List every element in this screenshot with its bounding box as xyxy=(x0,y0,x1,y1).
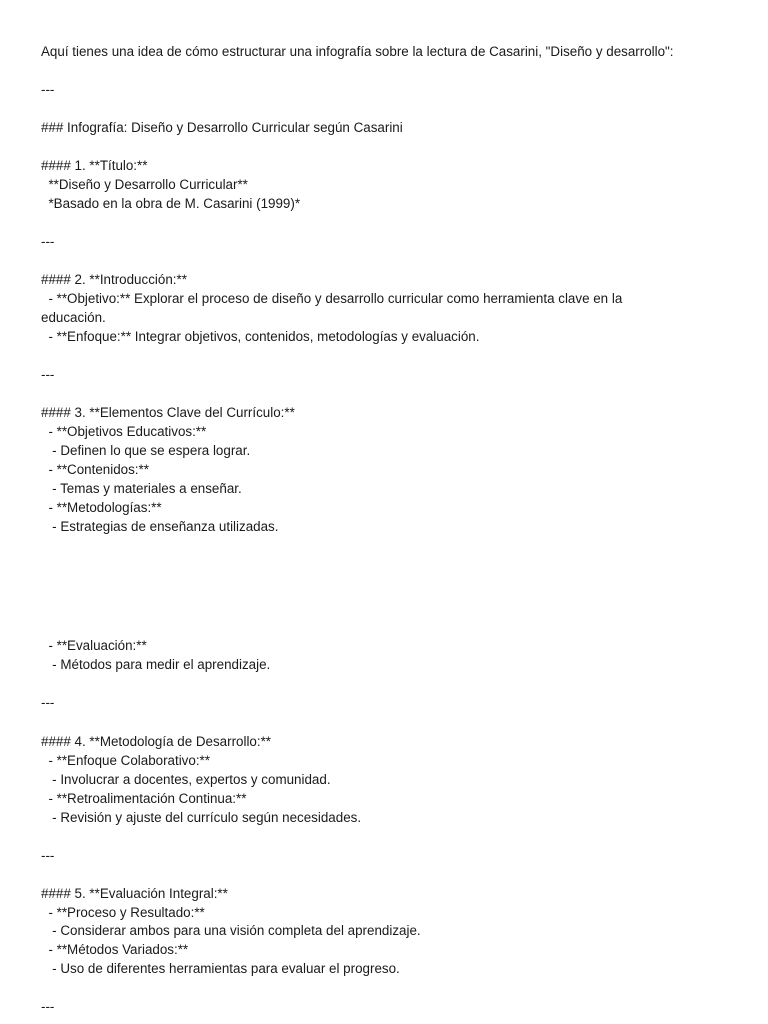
section-4-title: #### 4. **Metodología de Desarrollo:** xyxy=(41,734,272,749)
section-2-line: educación. xyxy=(41,310,106,325)
section-3-title: #### 3. **Elementos Clave del Currículo:** xyxy=(41,405,295,420)
separator: --- xyxy=(41,367,55,382)
section-5-title: #### 5. **Evaluación Integral:** xyxy=(41,886,228,901)
document-heading: ### Infografía: Diseño y Desarrollo Curricular según Casarini xyxy=(41,120,403,135)
section-1-line: *Basado en la obra de M. Casarini (1999)* xyxy=(41,196,301,211)
list-item: - **Proceso y Resultado:** xyxy=(41,905,205,920)
section-2-title: #### 2. **Introducción:** xyxy=(41,272,187,287)
section-1-line: **Diseño y Desarrollo Curricular** xyxy=(41,177,248,192)
list-item: - Métodos para medir el aprendizaje. xyxy=(41,657,271,672)
intro-paragraph: Aquí tienes una idea de cómo estructurar una infografía sobre la lectura de Casarini, "Diseño y desarrollo": xyxy=(41,44,674,59)
separator: --- xyxy=(41,999,55,1014)
list-item: - **Retroalimentación Continua:** xyxy=(41,791,247,806)
section-1-title: #### 1. **Título:** xyxy=(41,158,148,173)
separator: --- xyxy=(41,82,55,97)
separator: --- xyxy=(41,848,55,863)
list-item: - Revisión y ajuste del currículo según necesidades. xyxy=(41,810,362,825)
list-item: - **Objetivos Educativos:** xyxy=(41,424,207,439)
list-item: - Considerar ambos para una visión completa del aprendizaje. xyxy=(41,923,421,938)
section-2-line: - **Objetivo:** Explorar el proceso de diseño y desarrollo curricular como herramienta clave en la xyxy=(41,291,623,306)
list-item: - **Métodos Variados:** xyxy=(41,942,189,957)
list-item: - Estrategias de enseñanza utilizadas. xyxy=(41,519,279,534)
separator: --- xyxy=(41,695,55,710)
list-item: - **Metodologías:** xyxy=(41,500,162,515)
list-item: - Uso de diferentes herramientas para evaluar el progreso. xyxy=(41,961,400,976)
list-item: - Definen lo que se espera lograr. xyxy=(41,443,251,458)
section-2-line: - **Enfoque:** Integrar objetivos, contenidos, metodologías y evaluación. xyxy=(41,329,480,344)
separator: --- xyxy=(41,234,55,249)
list-item: - **Evaluación:** xyxy=(41,638,147,653)
list-item: - Involucrar a docentes, expertos y comunidad. xyxy=(41,772,331,787)
list-item: - **Enfoque Colaborativo:** xyxy=(41,753,210,768)
list-item: - Temas y materiales a enseñar. xyxy=(41,481,242,496)
list-item: - **Contenidos:** xyxy=(41,462,149,477)
